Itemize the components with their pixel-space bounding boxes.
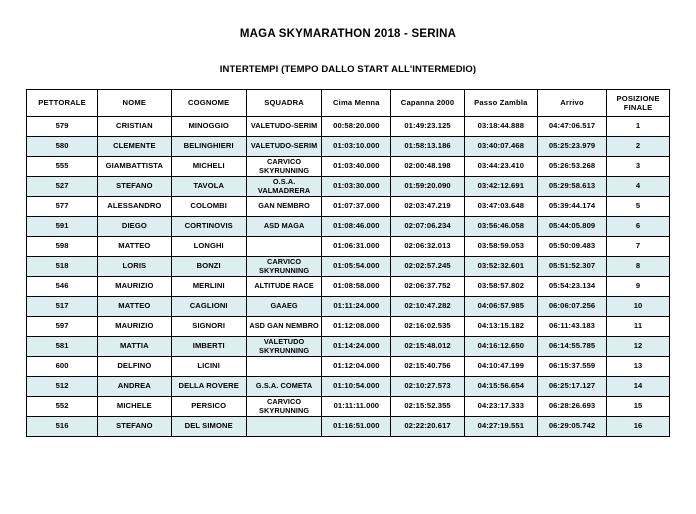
page-subtitle: INTERTEMPI (TEMPO DALLO START ALL'INTERMEDIO) [219,64,477,75]
column-header-capanna-2000: Capanna 2000 [391,90,464,117]
cell-cima-menna: 01:07:37.000 [322,197,391,217]
page-title: MAGA SKYMARATHON 2018 - SERINA [239,28,457,40]
cell-capanna-2000: 02:22:20.617 [391,417,464,437]
table-row [27,377,670,397]
cell-posizione: 16 [607,417,670,437]
cell-passo-zambla: 04:06:57.985 [464,297,537,317]
cell-cima-menna: 01:11:11.000 [322,397,391,417]
cell-posizione: 7 [607,237,670,257]
cell-arrivo: 05:44:05.809 [537,217,606,237]
cell-capanna-2000: 02:00:48.198 [391,157,464,177]
cell-cognome: PERSICO [171,397,246,417]
cell-pettorale: 597 [27,317,98,337]
cell-nome: ANDREA [98,377,171,397]
cell-capanna-2000: 02:10:27.573 [391,377,464,397]
column-header-posizione-line2: FINALE [623,103,653,112]
cell-squadra: ALTITUDE RACE [246,277,321,297]
cell-squadra: CARVICO SKYRUNNING [246,397,321,417]
cell-cima-menna: 01:03:30.000 [322,177,391,197]
cell-pettorale: 598 [27,237,98,257]
cell-squadra: O.S.A. VALMADRERA [246,177,321,197]
cell-pettorale: 580 [27,137,98,157]
column-header-passo-zambla: Passo Zambla [464,90,537,117]
cell-capanna-2000: 01:59:20.090 [391,177,464,197]
cell-nome: ALESSANDRO [98,197,171,217]
cell-cima-menna: 01:08:58.000 [322,277,391,297]
column-header-nome: NOME [98,90,171,117]
table-row [27,337,670,357]
cell-pettorale: 546 [27,277,98,297]
cell-cognome: SIGNORI [171,317,246,337]
cell-passo-zambla: 04:13:15.182 [464,317,537,337]
cell-posizione: 9 [607,277,670,297]
cell-arrivo: 06:29:05.742 [537,417,606,437]
table-row [27,117,670,137]
cell-posizione: 11 [607,317,670,337]
cell-nome: LORIS [98,257,171,277]
column-header-cima-menna: Cima Menna [322,90,391,117]
cell-passo-zambla: 03:58:59.053 [464,237,537,257]
cell-arrivo: 06:15:37.559 [537,357,606,377]
table-row [27,257,670,277]
column-header-cognome: COGNOME [171,90,246,117]
cell-nome: MATTIA [98,337,171,357]
cell-capanna-2000: 02:15:52.355 [391,397,464,417]
cell-arrivo: 05:25:23.979 [537,137,606,157]
column-header-arrivo: Arrivo [537,90,606,117]
cell-pettorale: 552 [27,397,98,417]
table-body [27,117,670,437]
cell-arrivo: 06:28:26.693 [537,397,606,417]
cell-passo-zambla: 03:52:32.601 [464,257,537,277]
cell-squadra [246,237,321,257]
cell-capanna-2000: 02:15:48.012 [391,337,464,357]
cell-cima-menna: 01:16:51.000 [322,417,391,437]
cell-passo-zambla: 04:10:47.199 [464,357,537,377]
cell-pettorale: 581 [27,337,98,357]
cell-arrivo: 05:54:23.134 [537,277,606,297]
cell-cima-menna: 01:03:10.000 [322,137,391,157]
cell-nome: GIAMBATTISTA [98,157,171,177]
cell-nome: CRISTIAN [98,117,171,137]
cell-passo-zambla: 04:23:17.333 [464,397,537,417]
cell-cognome: CORTINOVIS [171,217,246,237]
cell-cognome: BELINGHIERI [171,137,246,157]
cell-nome: MAURIZIO [98,277,171,297]
cell-passo-zambla: 03:56:46.058 [464,217,537,237]
cell-passo-zambla: 04:15:56.654 [464,377,537,397]
cell-arrivo: 05:51:52.307 [537,257,606,277]
cell-cognome: IMBERTI [171,337,246,357]
cell-cognome: CAGLIONI [171,297,246,317]
cell-nome: MATTEO [98,237,171,257]
document-page [0,28,696,514]
column-header-posizione-line1: POSIZIONE [616,93,660,103]
table-row [27,237,670,257]
cell-cima-menna: 01:12:08.000 [322,317,391,337]
table-header-row [27,90,670,117]
results-table [26,89,670,437]
cell-squadra: ASD MAGA [246,217,321,237]
cell-cima-menna: 01:05:54.000 [322,257,391,277]
cell-squadra: GAN NEMBRO [246,197,321,217]
cell-cognome: TAVOLA [171,177,246,197]
cell-squadra: VALETUDO-SERIM [246,117,321,137]
cell-cima-menna: 01:14:24.000 [322,337,391,357]
cell-cima-menna: 01:10:54.000 [322,377,391,397]
cell-arrivo: 06:06:07.256 [537,297,606,317]
cell-nome: STEFANO [98,417,171,437]
table-row [27,397,670,417]
cell-pettorale: 579 [27,117,98,137]
cell-arrivo: 05:26:53.268 [537,157,606,177]
cell-passo-zambla: 04:27:19.551 [464,417,537,437]
cell-cima-menna: 01:03:40.000 [322,157,391,177]
cell-cognome: MINOGGIO [171,117,246,137]
table-row [27,357,670,377]
table-row [27,297,670,317]
cell-cima-menna: 01:12:04.000 [322,357,391,377]
cell-posizione: 14 [607,377,670,397]
cell-cognome: LONGHI [171,237,246,257]
cell-cognome: LICINI [171,357,246,377]
cell-capanna-2000: 02:03:47.219 [391,197,464,217]
column-header-pettorale: PETTORALE [27,90,98,117]
cell-capanna-2000: 02:06:37.752 [391,277,464,297]
cell-nome: CLEMENTE [98,137,171,157]
table-row [27,317,670,337]
cell-squadra: G.S.A. COMETA [246,377,321,397]
table-row [27,157,670,177]
table-row [27,277,670,297]
cell-arrivo: 06:14:55.785 [537,337,606,357]
table-row [27,417,670,437]
cell-posizione: 5 [607,197,670,217]
cell-posizione: 12 [607,337,670,357]
cell-squadra: VALETUDO-SERIM [246,137,321,157]
cell-cognome: BONZI [171,257,246,277]
cell-cognome: MERLINI [171,277,246,297]
cell-squadra: GAAEG [246,297,321,317]
table-row [27,177,670,197]
cell-nome: MICHELE [98,397,171,417]
cell-capanna-2000: 01:58:13.186 [391,137,464,157]
cell-nome: DIEGO [98,217,171,237]
cell-arrivo: 05:50:09.483 [537,237,606,257]
cell-pettorale: 516 [27,417,98,437]
cell-pettorale: 600 [27,357,98,377]
cell-cima-menna: 01:08:46.000 [322,217,391,237]
cell-cognome: DEL SIMONE [171,417,246,437]
results-table-wrap [26,89,670,437]
cell-posizione: 8 [607,257,670,277]
cell-pettorale: 555 [27,157,98,177]
cell-passo-zambla: 03:40:07.468 [464,137,537,157]
cell-nome: MATTEO [98,297,171,317]
cell-arrivo: 04:47:06.517 [537,117,606,137]
cell-pettorale: 512 [27,377,98,397]
cell-posizione: 15 [607,397,670,417]
cell-arrivo: 06:11:43.183 [537,317,606,337]
cell-passo-zambla: 03:42:12.691 [464,177,537,197]
column-header-posizione-finale [607,90,670,117]
cell-capanna-2000: 02:02:57.245 [391,257,464,277]
cell-pettorale: 577 [27,197,98,217]
cell-arrivo: 06:25:17.127 [537,377,606,397]
cell-squadra [246,417,321,437]
cell-squadra: VALETUDO SKYRUNNING [246,337,321,357]
cell-passo-zambla: 03:58:57.802 [464,277,537,297]
cell-cognome: COLOMBI [171,197,246,217]
cell-posizione: 1 [607,117,670,137]
cell-arrivo: 05:39:44.174 [537,197,606,217]
cell-passo-zambla: 03:44:23.410 [464,157,537,177]
cell-pettorale: 527 [27,177,98,197]
cell-cognome: DELLA ROVERE [171,377,246,397]
cell-arrivo: 05:29:58.613 [537,177,606,197]
column-header-squadra: SQUADRA [246,90,321,117]
cell-capanna-2000: 01:49:23.125 [391,117,464,137]
cell-capanna-2000: 02:16:02.535 [391,317,464,337]
cell-passo-zambla: 03:18:44.888 [464,117,537,137]
cell-capanna-2000: 02:07:06.234 [391,217,464,237]
cell-capanna-2000: 02:06:32.013 [391,237,464,257]
cell-posizione: 10 [607,297,670,317]
cell-passo-zambla: 04:16:12.650 [464,337,537,357]
cell-cognome: MICHELI [171,157,246,177]
cell-capanna-2000: 02:15:40.756 [391,357,464,377]
cell-squadra: CARVICO SKYRUNNING [246,257,321,277]
table-row [27,217,670,237]
cell-posizione: 4 [607,177,670,197]
cell-posizione: 2 [607,137,670,157]
cell-squadra: ASD GAN NEMBRO [246,317,321,337]
cell-squadra [246,357,321,377]
table-row [27,137,670,157]
cell-cima-menna: 00:58:20.000 [322,117,391,137]
cell-cima-menna: 01:06:31.000 [322,237,391,257]
cell-nome: STEFANO [98,177,171,197]
cell-posizione: 13 [607,357,670,377]
cell-pettorale: 518 [27,257,98,277]
cell-capanna-2000: 02:10:47.282 [391,297,464,317]
cell-pettorale: 517 [27,297,98,317]
cell-pettorale: 591 [27,217,98,237]
cell-posizione: 6 [607,217,670,237]
cell-cima-menna: 01:11:24.000 [322,297,391,317]
table-row [27,197,670,217]
cell-nome: MAURIZIO [98,317,171,337]
cell-squadra: CARVICO SKYRUNNING [246,157,321,177]
cell-nome: DELFINO [98,357,171,377]
table-header [27,90,670,117]
cell-posizione: 3 [607,157,670,177]
cell-passo-zambla: 03:47:03.648 [464,197,537,217]
